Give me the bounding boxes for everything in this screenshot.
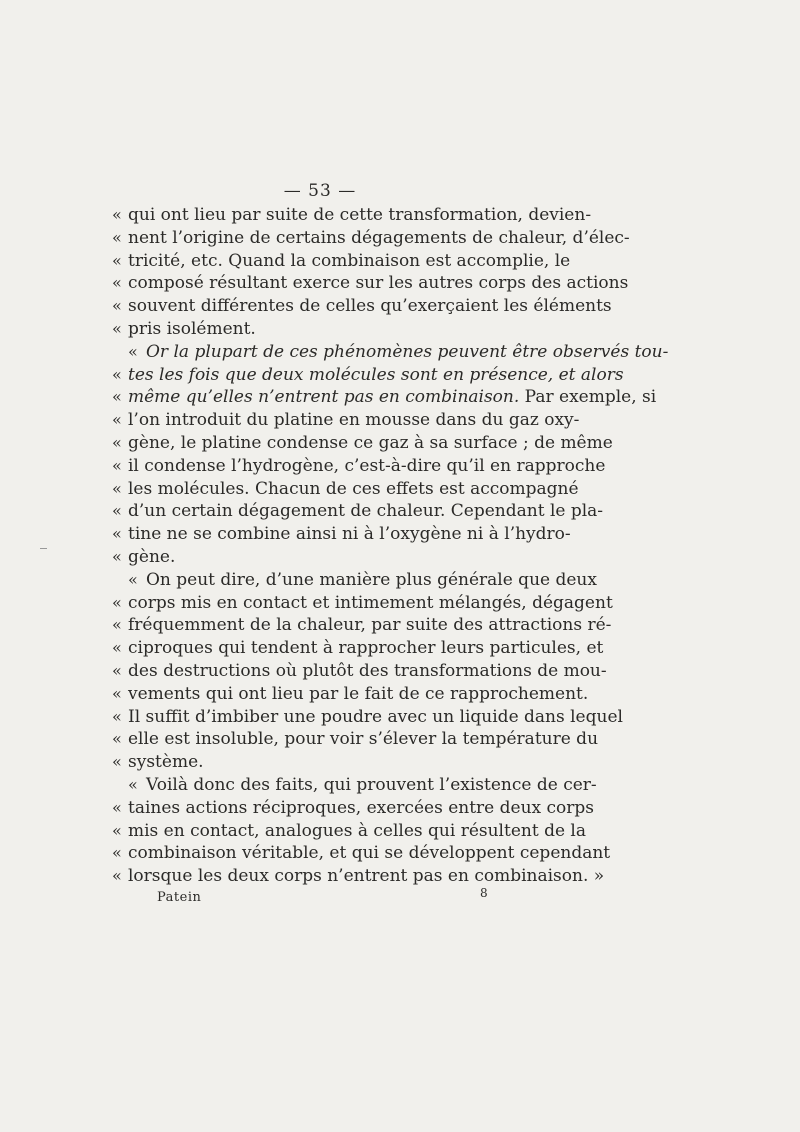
quote-mark: « bbox=[128, 341, 138, 361]
text-line bbox=[0, 592, 800, 614]
line-text: ciproques qui tendent à rapprocher leurs particules, et bbox=[128, 638, 604, 659]
footer-author: Patein bbox=[157, 890, 202, 905]
text-line bbox=[0, 683, 800, 705]
quote-mark: « bbox=[112, 524, 122, 544]
line-text: l’on introduit du platine en mousse dans du gaz oxy- bbox=[128, 410, 580, 431]
quote-mark: « bbox=[112, 227, 122, 247]
text-line bbox=[0, 341, 800, 363]
quote-mark: « bbox=[112, 661, 122, 680]
line-text: Voilà donc des faits, qui prouvent l’existence de cer- bbox=[146, 775, 597, 795]
line-text: composé résultant exerce sur les autres corps des actions bbox=[128, 273, 629, 294]
quote-mark: « bbox=[112, 592, 122, 612]
line-text: les molécules. Chacun de ces effets est accompagné bbox=[128, 478, 579, 499]
line-text: gène. bbox=[128, 547, 176, 567]
line-text: gène, le platine condense ce gaz à sa surface ; de même bbox=[128, 433, 613, 453]
line-text: corps mis en contact et intimement mélangés, dégagent bbox=[128, 592, 613, 613]
quote-mark: « bbox=[128, 569, 138, 589]
quote-mark: « bbox=[112, 638, 122, 658]
text-line bbox=[0, 204, 800, 226]
italic-text: Or la plupart de ces phénomènes peuvent être observés tou- bbox=[146, 341, 669, 362]
page-number: — 53 — bbox=[283, 181, 357, 201]
quote-mark: « bbox=[112, 205, 122, 224]
text-line bbox=[0, 728, 800, 750]
italic-text: tes les fois que deux molécules sont en présence, et alors bbox=[128, 364, 624, 385]
text-line bbox=[0, 500, 800, 522]
text-line bbox=[0, 409, 800, 431]
italic-text: même qu’elles n’entrent pas en combinaison. bbox=[128, 387, 520, 408]
quote-mark: « bbox=[112, 433, 122, 452]
line-text: qui ont lieu par suite de cette transformation, devien- bbox=[128, 205, 592, 225]
text-line bbox=[0, 751, 800, 773]
quote-mark: « bbox=[112, 364, 122, 384]
line-text: tricité, etc. Quand la combinaison est accomplie, le bbox=[128, 250, 571, 271]
line-text: On peut dire, d’une manière plus générale que deux bbox=[146, 569, 597, 590]
text-line bbox=[0, 227, 800, 249]
quote-mark: « bbox=[112, 410, 122, 430]
quote-mark: « bbox=[112, 866, 122, 886]
margin-mark bbox=[40, 548, 47, 549]
text-line bbox=[0, 250, 800, 272]
quote-mark: « bbox=[112, 387, 122, 407]
text-line bbox=[0, 546, 800, 568]
line-text: d’un certain dégagement de chaleur. Cependant le pla- bbox=[128, 501, 604, 522]
line-text: il condense l’hydrogène, c’est-à-dire qu’il en rapproche bbox=[128, 455, 606, 476]
line-text: souvent différentes de celles qu’exerçaient les éléments bbox=[128, 296, 612, 317]
quote-mark: « bbox=[112, 843, 122, 863]
quote-mark: « bbox=[112, 478, 122, 498]
text-line bbox=[0, 455, 800, 477]
quote-mark: « bbox=[112, 455, 122, 475]
text-line bbox=[0, 318, 800, 340]
text-line bbox=[0, 364, 800, 386]
quote-mark: « bbox=[112, 547, 122, 566]
text-line bbox=[0, 432, 800, 454]
line-text: mis en contact, analogues à celles qui résultent de la bbox=[128, 820, 586, 841]
line-text bbox=[146, 341, 669, 363]
quote-mark: « bbox=[112, 615, 122, 635]
quote-mark: « bbox=[112, 706, 122, 726]
quote-mark: « bbox=[112, 319, 122, 338]
line-text: elle est insoluble, pour voir s’élever la température du bbox=[128, 729, 599, 750]
quote-mark: « bbox=[112, 683, 122, 703]
line-text: Il suffit d’imbiber une poudre avec un liquide dans lequel bbox=[128, 706, 623, 727]
line-text: pris isolément. bbox=[128, 319, 256, 339]
text-line bbox=[0, 820, 800, 842]
quote-mark: « bbox=[112, 797, 122, 817]
line-text: des destructions où plutôt des transformations de mou- bbox=[128, 661, 607, 681]
text-line bbox=[0, 774, 800, 796]
text-line bbox=[0, 637, 800, 659]
text-line bbox=[0, 614, 800, 636]
text-line bbox=[0, 295, 800, 317]
quote-mark: « bbox=[112, 752, 122, 772]
text-line bbox=[0, 478, 800, 500]
line-text: système. bbox=[128, 752, 204, 773]
roman-text: Par exemple, si bbox=[519, 387, 657, 408]
quote-mark: « bbox=[112, 296, 122, 316]
line-text: fréquemment de la chaleur, par suite des attractions ré- bbox=[128, 615, 612, 636]
text-line bbox=[0, 569, 800, 591]
line-text: vements qui ont lieu par le fait de ce rapprochement. bbox=[128, 683, 589, 704]
text-line bbox=[0, 272, 800, 294]
line-text bbox=[128, 364, 624, 386]
text-line bbox=[0, 706, 800, 728]
quote-mark: « bbox=[128, 775, 138, 794]
text-line bbox=[0, 660, 800, 682]
quote-mark: « bbox=[112, 820, 122, 840]
text-line bbox=[0, 386, 800, 408]
line-text: tine ne se combine ainsi ni à l’oxygène ni à l’hydro- bbox=[128, 524, 571, 545]
quote-mark: « bbox=[112, 273, 122, 293]
line-text bbox=[128, 386, 657, 408]
quote-mark: « bbox=[112, 729, 122, 749]
text-line bbox=[0, 865, 800, 887]
quote-mark: « bbox=[112, 250, 122, 270]
line-text: combinaison véritable, et qui se développent cependant bbox=[128, 843, 611, 864]
line-text: lorsque les deux corps n’entrent pas en combinaison. » bbox=[128, 866, 605, 887]
text-line bbox=[0, 523, 800, 545]
footer-signature-number: 8 bbox=[480, 886, 488, 900]
line-text: nent l’origine de certains dégagements de chaleur, d’élec- bbox=[128, 227, 630, 248]
text-line bbox=[0, 797, 800, 819]
quote-mark: « bbox=[112, 501, 122, 521]
line-text: taines actions réciproques, exercées entre deux corps bbox=[128, 797, 594, 818]
text-line bbox=[0, 842, 800, 864]
